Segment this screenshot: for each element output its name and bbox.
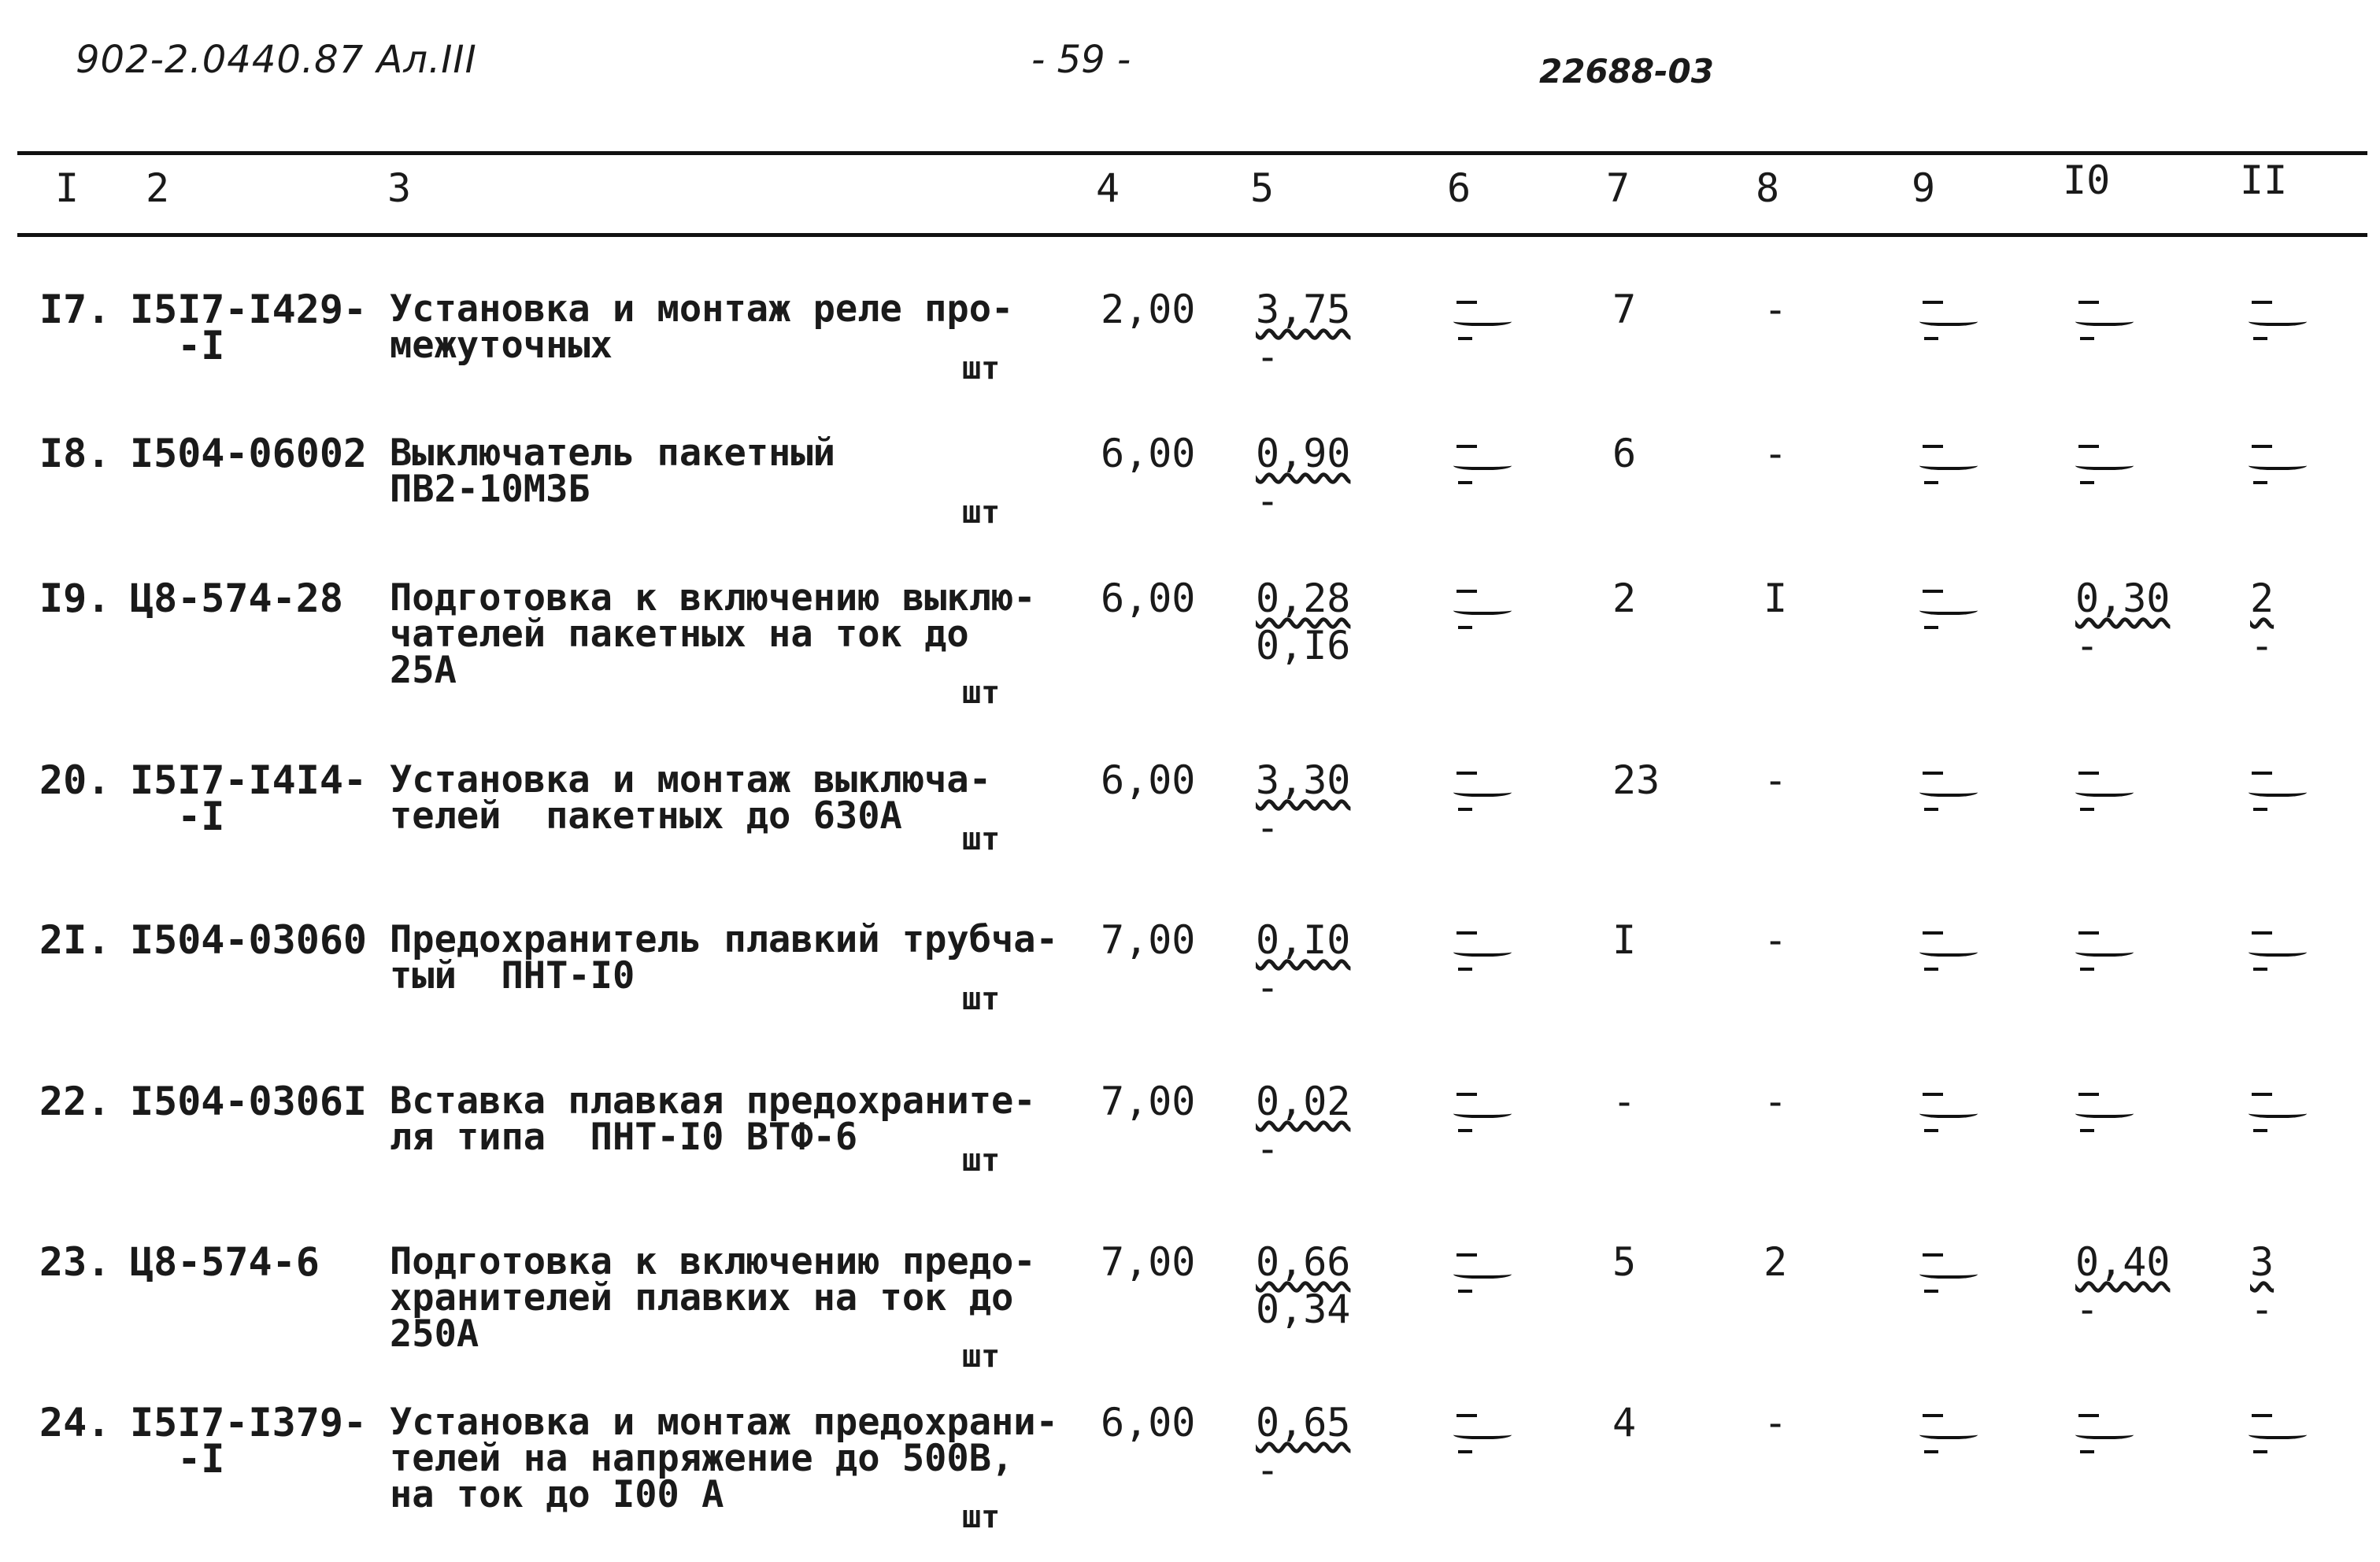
row-description: Подготовка к включению предо- хранителей плавких на ток до 250А — [390, 1240, 1036, 1356]
col4-value: 6,00 — [1101, 431, 1196, 476]
row-code: I504-06002 — [130, 431, 368, 476]
table-row — [0, 431, 2380, 593]
series-number: 22688-03 — [1539, 52, 1714, 91]
column-header-11: II — [2240, 157, 2288, 203]
row-code: I5I7-I379- -I — [130, 1400, 368, 1482]
row-unit: шт — [962, 350, 1001, 387]
col11-bottom: - — [2250, 623, 2275, 668]
col10-dash-mark — [2069, 291, 2140, 362]
col8-value: - — [1764, 431, 1788, 476]
col7-value: 5 — [1612, 1239, 1637, 1285]
col7-value: 23 — [1612, 757, 1660, 803]
row-code: I504-03060 — [130, 917, 368, 963]
col5-value — [1256, 1400, 1351, 1493]
col5-value — [1256, 917, 1351, 1010]
row-unit: шт — [962, 981, 1001, 1017]
col4-value: 7,00 — [1101, 1239, 1196, 1285]
col6-dash-mark — [1447, 435, 1518, 506]
row-number: I8. — [39, 431, 111, 476]
row-unit: шт — [962, 821, 1001, 857]
column-header-1: I — [55, 165, 80, 211]
col5-top: 0,65 — [1256, 1400, 1351, 1445]
col5-top: 0,02 — [1256, 1079, 1351, 1124]
col11-value — [2250, 576, 2275, 668]
col10-dash-mark — [2069, 1405, 2140, 1475]
column-header-3: 3 — [387, 165, 412, 211]
row-number: 22. — [39, 1079, 111, 1124]
col11-dash-mark — [2242, 1405, 2313, 1475]
col9-dash-mark — [1913, 922, 1984, 993]
col10-dash-mark — [2069, 922, 2140, 993]
col7-value: - — [1612, 1079, 1637, 1124]
col5-bottom: 0,34 — [1256, 1286, 1351, 1332]
col8-value: 2 — [1764, 1239, 1788, 1285]
row-code: Ц8-574-28 — [130, 576, 343, 621]
col5-top: 0,I0 — [1256, 917, 1351, 963]
col10-top: 0,30 — [2075, 576, 2171, 621]
table-row — [0, 757, 2380, 920]
col5-top: 0,90 — [1256, 431, 1351, 476]
row-unit: шт — [962, 675, 1001, 711]
col5-value — [1256, 287, 1351, 379]
row-description: Выключатель пакетный ПВ2-10М3Б — [390, 431, 835, 511]
col11-dash-mark — [2242, 435, 2313, 506]
col7-value: 2 — [1612, 576, 1637, 621]
col9-dash-mark — [1913, 1405, 1984, 1475]
row-code: Ц8-574-6 — [130, 1239, 320, 1285]
row-code: I5I7-I4I4- -I — [130, 757, 368, 839]
row-description: Подготовка к включению выклю- чателей пакетных на ток до 25А — [390, 576, 1036, 692]
col9-dash-mark — [1913, 1244, 1984, 1315]
col5-top: 3,30 — [1256, 757, 1351, 803]
col8-value: - — [1764, 1400, 1788, 1445]
col11-dash-mark — [2242, 922, 2313, 993]
col11-value — [2250, 1239, 2275, 1332]
col5-top: 3,75 — [1256, 287, 1351, 332]
col6-dash-mark — [1447, 291, 1518, 362]
row-number: 24. — [39, 1400, 111, 1445]
col11-top: 2 — [2250, 576, 2275, 621]
col10-top: 0,40 — [2075, 1239, 2171, 1285]
col11-top: 3 — [2250, 1239, 2275, 1285]
col8-value: - — [1764, 287, 1788, 332]
col5-bottom: - — [1256, 1126, 1280, 1172]
row-unit: шт — [962, 494, 1001, 531]
col5-bottom: - — [1256, 1447, 1280, 1493]
table-header-rule — [17, 233, 2367, 237]
col5-bottom: - — [1256, 478, 1280, 524]
row-number: 2I. — [39, 917, 111, 963]
column-header-7: 7 — [1606, 165, 1630, 211]
col9-dash-mark — [1913, 1083, 1984, 1154]
table-row — [0, 917, 2380, 1079]
col11-dash-mark — [2242, 762, 2313, 833]
table-row — [0, 287, 2380, 449]
col11-dash-mark — [2242, 1083, 2313, 1154]
col6-dash-mark — [1447, 1244, 1518, 1315]
col4-value: 6,00 — [1101, 757, 1196, 803]
row-number: I7. — [39, 287, 111, 332]
col8-value: - — [1764, 917, 1788, 963]
table-row — [0, 1239, 2380, 1401]
table-top-rule — [17, 151, 2367, 155]
row-number: 23. — [39, 1239, 111, 1285]
row-unit: шт — [962, 1338, 1001, 1375]
col8-value: - — [1764, 757, 1788, 803]
col5-value — [1256, 431, 1351, 524]
row-description: Установка и монтаж выключа- телей пакетных до 630А — [390, 758, 992, 838]
col10-bottom: - — [2075, 623, 2100, 668]
col5-value — [1256, 1239, 1351, 1332]
table-row — [0, 576, 2380, 738]
col4-value: 6,00 — [1101, 1400, 1196, 1445]
table-row — [0, 1400, 2380, 1562]
col8-value: I — [1764, 576, 1788, 621]
page-number: - 59 - — [1031, 38, 1131, 82]
col9-dash-mark — [1913, 762, 1984, 833]
col5-bottom: - — [1256, 964, 1280, 1010]
col5-value — [1256, 757, 1351, 850]
col4-value: 2,00 — [1101, 287, 1196, 332]
col10-dash-mark — [2069, 435, 2140, 506]
column-header-2: 2 — [146, 165, 170, 211]
col5-bottom: - — [1256, 805, 1280, 850]
row-code: I504-0306I — [130, 1079, 368, 1124]
col9-dash-mark — [1913, 435, 1984, 506]
col5-top: 0,66 — [1256, 1239, 1351, 1285]
row-number: 20. — [39, 757, 111, 803]
col9-dash-mark — [1913, 580, 1984, 651]
col4-value: 7,00 — [1101, 917, 1196, 963]
row-description: Установка и монтаж реле про- межуточных — [390, 287, 1014, 367]
col7-value: 4 — [1612, 1400, 1637, 1445]
column-header-6: 6 — [1447, 165, 1471, 211]
col10-dash-mark — [2069, 762, 2140, 833]
col10-bottom: - — [2075, 1286, 2100, 1332]
col6-dash-mark — [1447, 580, 1518, 651]
col8-value: - — [1764, 1079, 1788, 1124]
row-description: Предохранитель плавкий трубча- тый ПНТ-I0 — [390, 918, 1058, 998]
column-header-5: 5 — [1250, 165, 1275, 211]
col5-top: 0,28 — [1256, 576, 1351, 621]
column-header-4: 4 — [1096, 165, 1120, 211]
document-code: 902-2.0440.87 Ал.III — [76, 38, 477, 82]
col10-value — [2075, 576, 2171, 668]
col7-value: I — [1612, 917, 1637, 963]
col11-dash-mark — [2242, 291, 2313, 362]
col6-dash-mark — [1447, 1405, 1518, 1475]
column-header-10: I0 — [2063, 157, 2111, 203]
col7-value: 6 — [1612, 431, 1637, 476]
table-row — [0, 1079, 2380, 1241]
row-number: I9. — [39, 576, 111, 621]
col10-dash-mark — [2069, 1083, 2140, 1154]
row-unit: шт — [962, 1499, 1001, 1535]
row-code: I5I7-I429- -I — [130, 287, 368, 368]
row-unit: шт — [962, 1142, 1001, 1179]
col6-dash-mark — [1447, 1083, 1518, 1154]
col7-value: 7 — [1612, 287, 1637, 332]
col4-value: 7,00 — [1101, 1079, 1196, 1124]
col4-value: 6,00 — [1101, 576, 1196, 621]
col6-dash-mark — [1447, 762, 1518, 833]
col5-bottom: - — [1256, 334, 1280, 379]
row-description: Установка и монтаж предохрани- телей на напряжение до 500В, на ток до I00 А — [390, 1401, 1058, 1516]
col5-value — [1256, 576, 1351, 668]
col5-value — [1256, 1079, 1351, 1172]
column-header-9: 9 — [1912, 165, 1936, 211]
col11-bottom: - — [2250, 1286, 2275, 1332]
column-header-8: 8 — [1756, 165, 1780, 211]
col6-dash-mark — [1447, 922, 1518, 993]
row-description: Вставка плавкая предохраните- ля типа ПНТ-I0 ВТФ-6 — [390, 1079, 1036, 1159]
col5-bottom: 0,I6 — [1256, 623, 1351, 668]
col9-dash-mark — [1913, 291, 1984, 362]
col10-value — [2075, 1239, 2171, 1332]
